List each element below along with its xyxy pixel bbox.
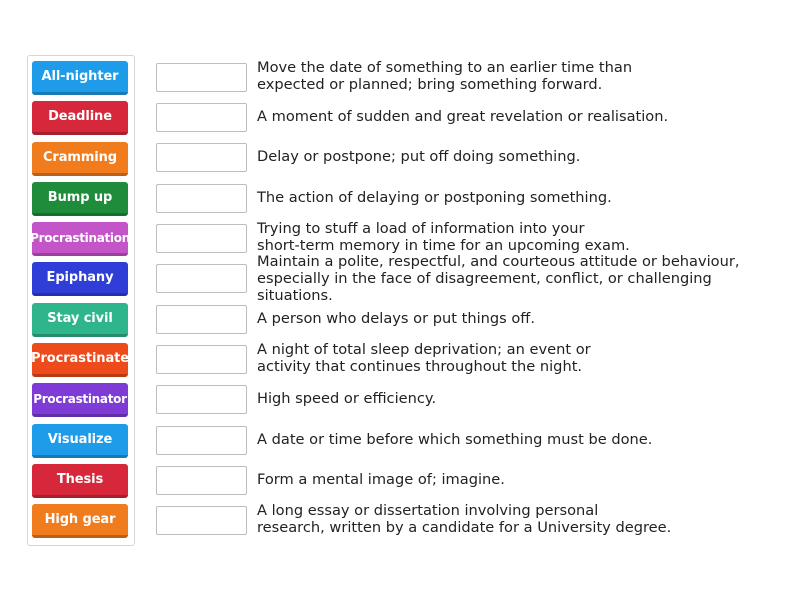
tile-visualize[interactable]: Visualize [32,424,128,458]
drop-slot-10[interactable] [156,426,247,455]
tile-bump-up[interactable]: Bump up [32,182,128,216]
definition-3 [257,139,787,173]
tile-epiphany[interactable]: Epiphany [32,262,128,296]
definition-2 [257,99,787,133]
definition-line: research, written by a candidate for a University degree. [257,519,672,536]
definition-line: Maintain a polite, respectful, and courteous attitude or behaviour, [257,252,740,270]
definition-line: short-term memory in time for an upcoming exam. [257,237,630,254]
tile-stay-civil[interactable]: Stay civil [32,303,128,337]
tile-procrastination[interactable]: Procrastination [32,222,128,256]
drop-slot-5[interactable] [156,224,247,253]
definition-8 [257,341,787,375]
drop-slot-11[interactable] [156,466,247,495]
definition-9 [257,381,787,415]
drop-slot-1[interactable] [156,63,247,92]
drop-slot-3[interactable] [156,143,247,172]
tile-procrastinate[interactable]: Procrastinate [32,343,128,377]
tile-deadline[interactable]: Deadline [32,101,128,135]
definition-line: A night of total sleep deprivation; an event or [257,341,591,358]
definition-line: A long essay or dissertation involving personal [257,502,599,519]
definition-line: A person who delays or put things off. [257,309,536,327]
definition-10 [257,422,787,456]
definition-6 [257,252,787,304]
definition-line: Delay or postpone; put off doing something. [257,147,581,165]
drop-slot-2[interactable] [156,103,247,132]
definition-line: A date or time before which something must be done. [257,430,653,448]
tile-thesis[interactable]: Thesis [32,464,128,498]
drop-slot-12[interactable] [156,506,247,535]
drop-slot-8[interactable] [156,345,247,374]
definition-1 [257,59,787,93]
definition-7 [257,301,787,335]
definition-line: expected or planned; bring something forward. [257,76,603,93]
tile-high-gear[interactable]: High gear [32,504,128,538]
definition-line: Form a mental image of; imagine. [257,470,505,488]
definition-line: High speed or efficiency. [257,389,437,407]
tile-cramming[interactable]: Cramming [32,142,128,176]
drop-slot-7[interactable] [156,305,247,334]
word-bank [27,55,135,546]
definition-11 [257,462,787,496]
definition-line: activity that continues throughout the night. [257,358,583,375]
definition-line: Move the date of something to an earlier time than [257,59,633,76]
definition-line: Trying to stuff a load of information into your [257,220,585,237]
tile-all-nighter[interactable]: All-nighter [32,61,128,95]
definition-line: A moment of sudden and great revelation or realisation. [257,107,669,125]
definition-line: The action of delaying or postponing something. [257,188,612,206]
definition-4 [257,180,787,214]
drop-slot-4[interactable] [156,184,247,213]
definition-line: especially in the face of disagreement, conflict, or challenging situations. [257,269,712,304]
drop-slot-9[interactable] [156,385,247,414]
tile-procrastinator[interactable]: Procrastinator [32,383,128,417]
drop-slot-6[interactable] [156,264,247,293]
definition-5 [257,220,787,254]
definition-12 [257,502,787,536]
